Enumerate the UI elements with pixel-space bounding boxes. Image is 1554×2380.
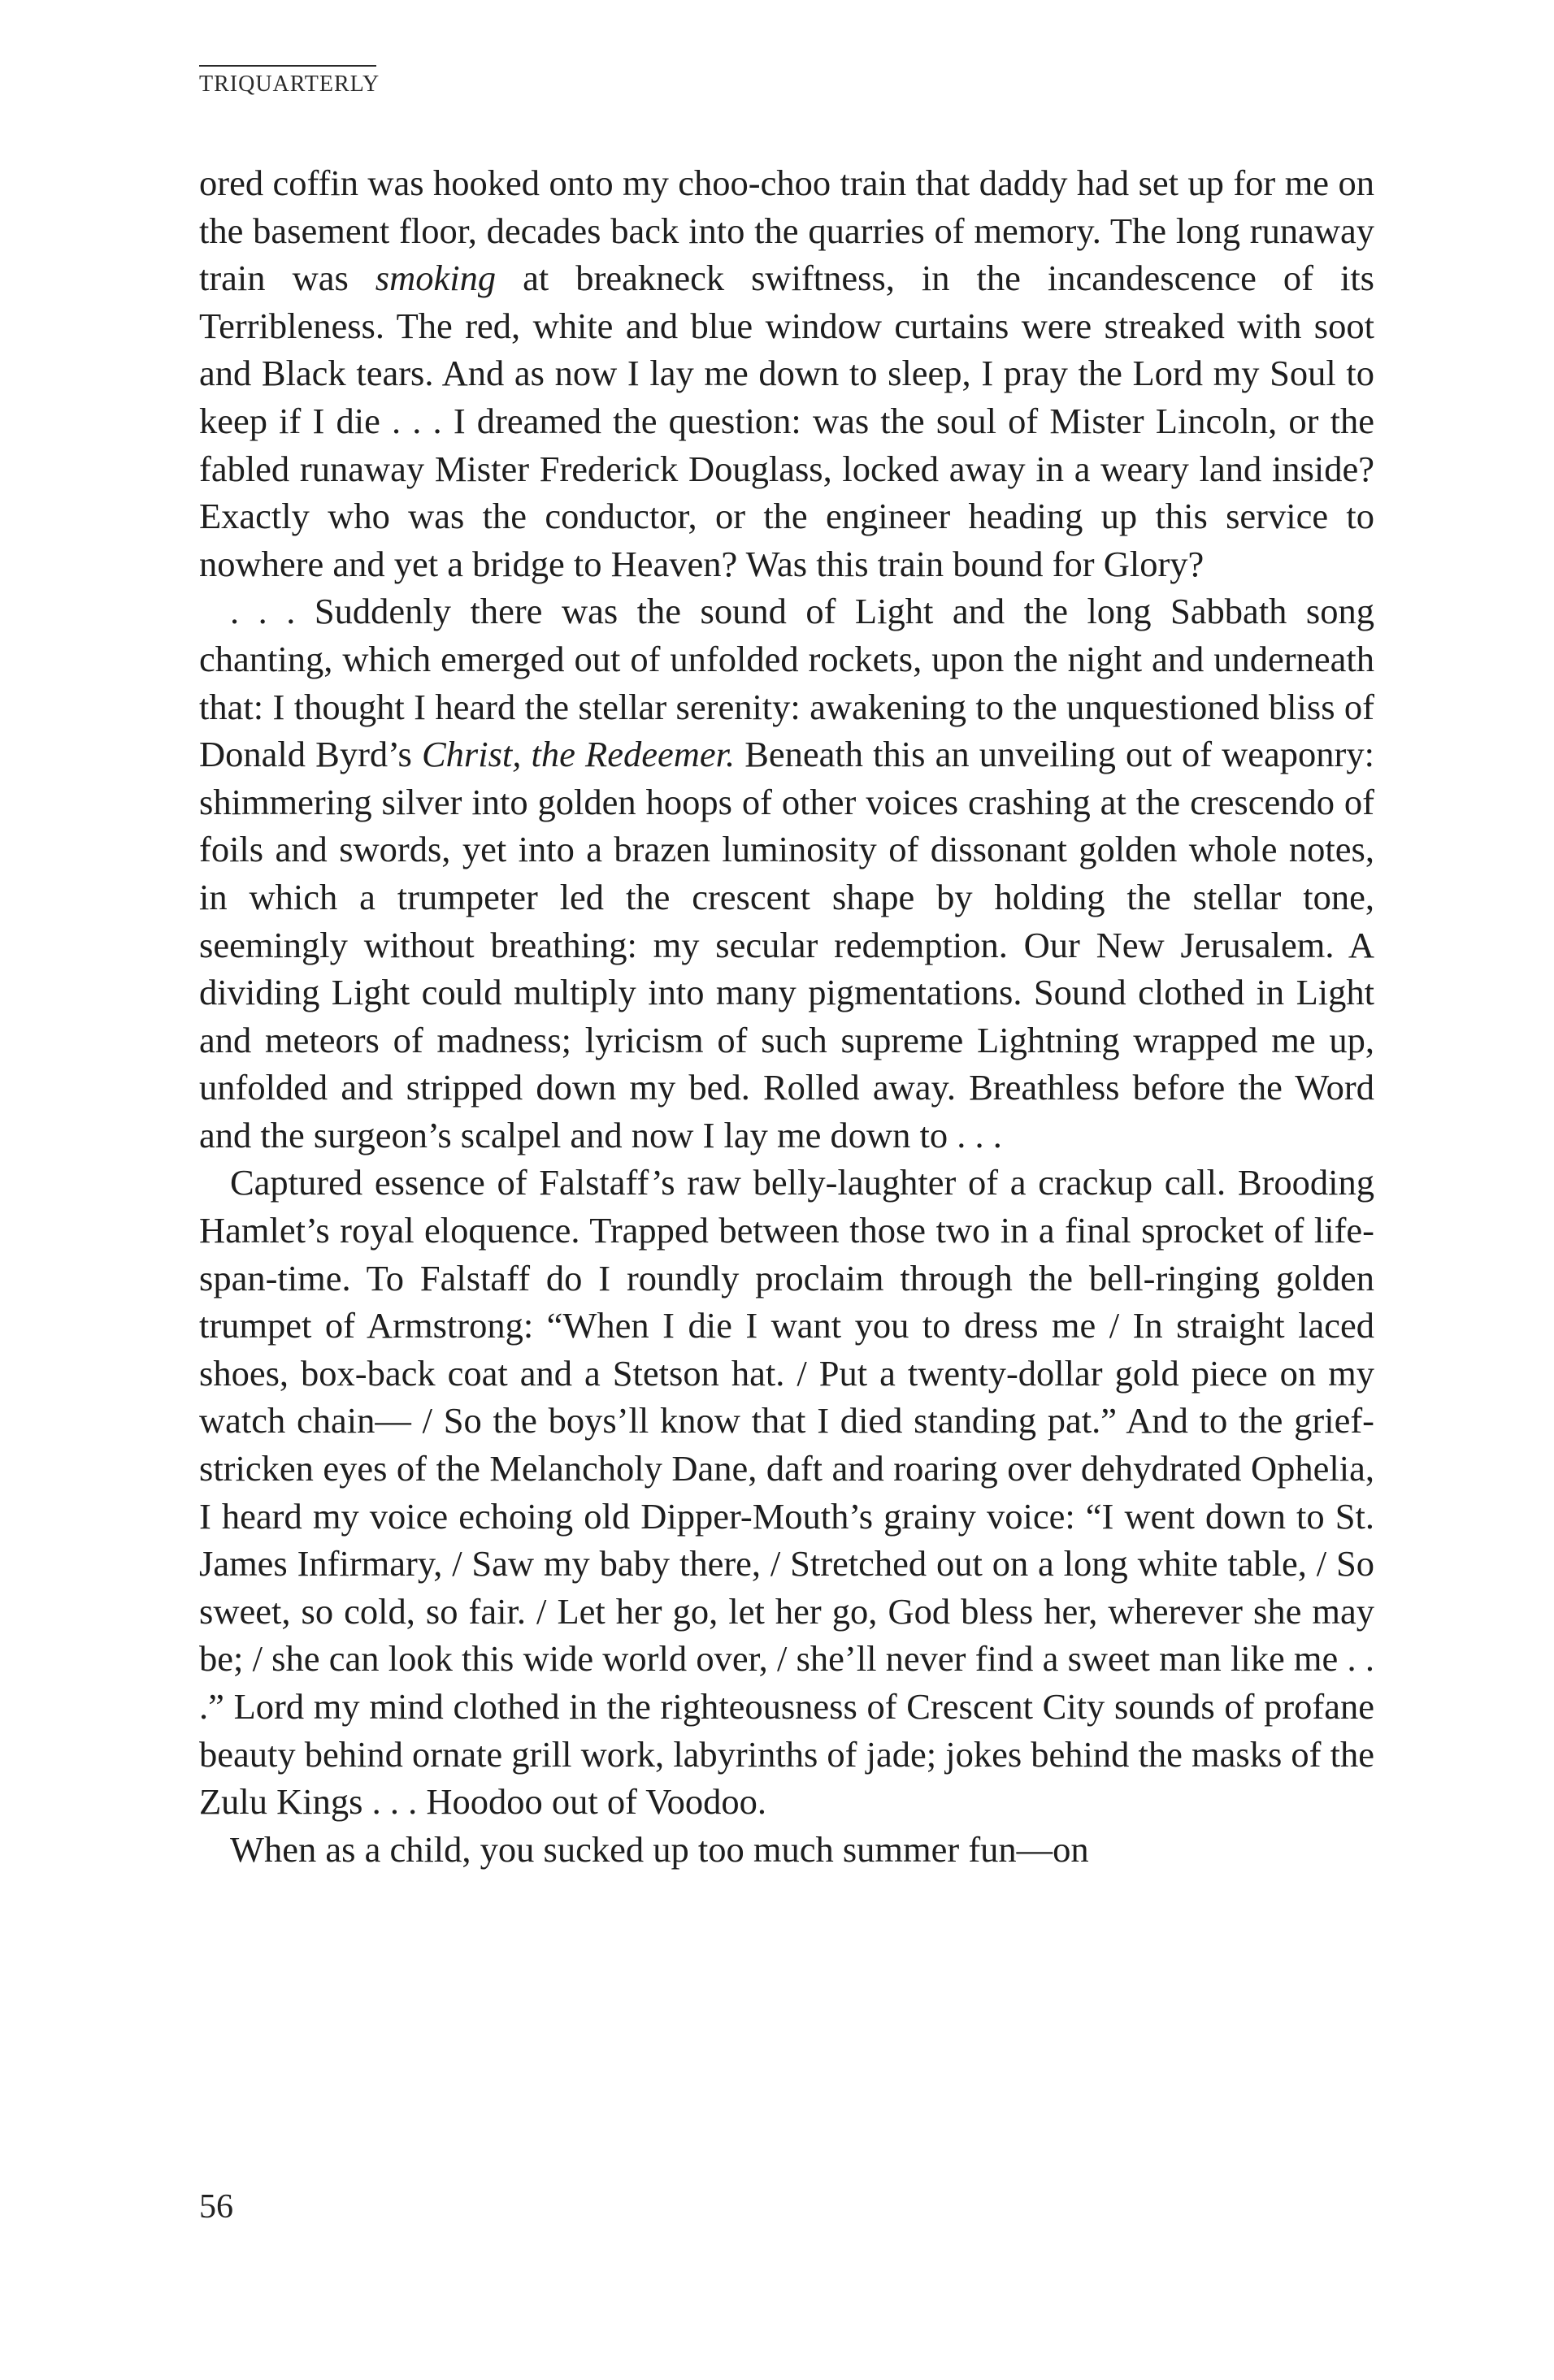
paragraph [199,159,1374,587]
text-segment: at breakneck swiftness, in the incandescence of its Terribleness. The red, white and blue window curtains were streaked with soot and Black tears. And as now I lay me down to sleep, I pray the Lord my Soul to keep if I die . . . I dreamed the question: was the soul of Mister Lincoln, or the fabled runaway Mister Frederick Douglass, locked away in a weary land inside? Exactly who was the conductor, or the engineer heading up this service to nowhere and yet a bridge to Heaven? Was this train bound for Glory? [199,258,1374,584]
paragraph [199,1159,1374,1825]
page-number: 56 [199,2188,233,2226]
paragraph [199,587,1374,1159]
text-segment: ored coffin was hooked onto my choo-choo train that daddy had set up for me on the basement floor, decades back into the quarries of memory. The long runaway train was [199,163,1374,299]
running-head: TRIQUARTERLY [199,72,380,97]
text-segment: When as a child, you sucked up too much summer fun—on [230,1828,1089,1870]
text-segment: Captured essence of Falstaff’s raw belly-laughter of a crackup call. Brooding Hamlet’s royal eloquence. Trapped between those two in a final sprocket of life-span-time. To Falstaff do I roundly proclaim through the bell-ringing golden trumpet of Armstrong: “When I die I want you to dress me / In straight laced shoes, box-back coat and a Stetson hat. / Put a twenty-dollar gold piece on my watch chain— / So the boys’ll know that I died standing pat.” And to the grief-stricken eyes of the Melancholy Dane, daft and roaring over dehydrated Ophelia, I heard my voice echoing old Dipper-Mouth’s grainy voice: “I went down to St. James Infirmary, / Saw my baby there, / Stretched out on a long white table, / So sweet, so cold, so fair. / Let her go, let her go, God bless her, wherever she may be; / she can look this wide world over, / she’ll never find a sweet man like me . . .” Lord my mind clothed in the righteousness of Crescent City sounds of profane beauty behind ornate grill work, labyrinths of jade; jokes behind the masks of the Zulu Kings . . . Hoodoo out of Voodoo. [199,1162,1374,1823]
running-head-rule [199,65,376,67]
paragraph [199,1826,1374,1874]
article-body [199,159,1374,1873]
italic-text: Christ, the Redeemer. [421,734,736,775]
text-segment: Beneath this an unveiling out of weaponry: shimmering silver into golden hoops of other voices crashing at the crescendo of foils and swords, yet into a brazen luminosity of dissonant golden whole notes, in which a trumpeter led the crescent shape by holding the stellar tone, seemingly without breathing: my secular redemption. Our New Jerusalem. A dividing Light could multiply into many pigmentations. Sound clothed in Light and meteors of madness; lyricism of such supreme Lightning wrapped me up, unfolded and stripped down my bed. Rolled away. Breathless before the Word and the surgeon’s scalpel and now I lay me down to . . . [199,734,1374,1155]
italic-text: smoking [375,258,497,299]
text-segment: . . . Suddenly there was the sound of Light and the long Sabbath song chanting, which emerged out of unfolded rockets, upon the night and underneath that: I thought I heard the stellar serenity: awakening to the unquestioned bliss of Donald Byrd’s [199,591,1374,775]
